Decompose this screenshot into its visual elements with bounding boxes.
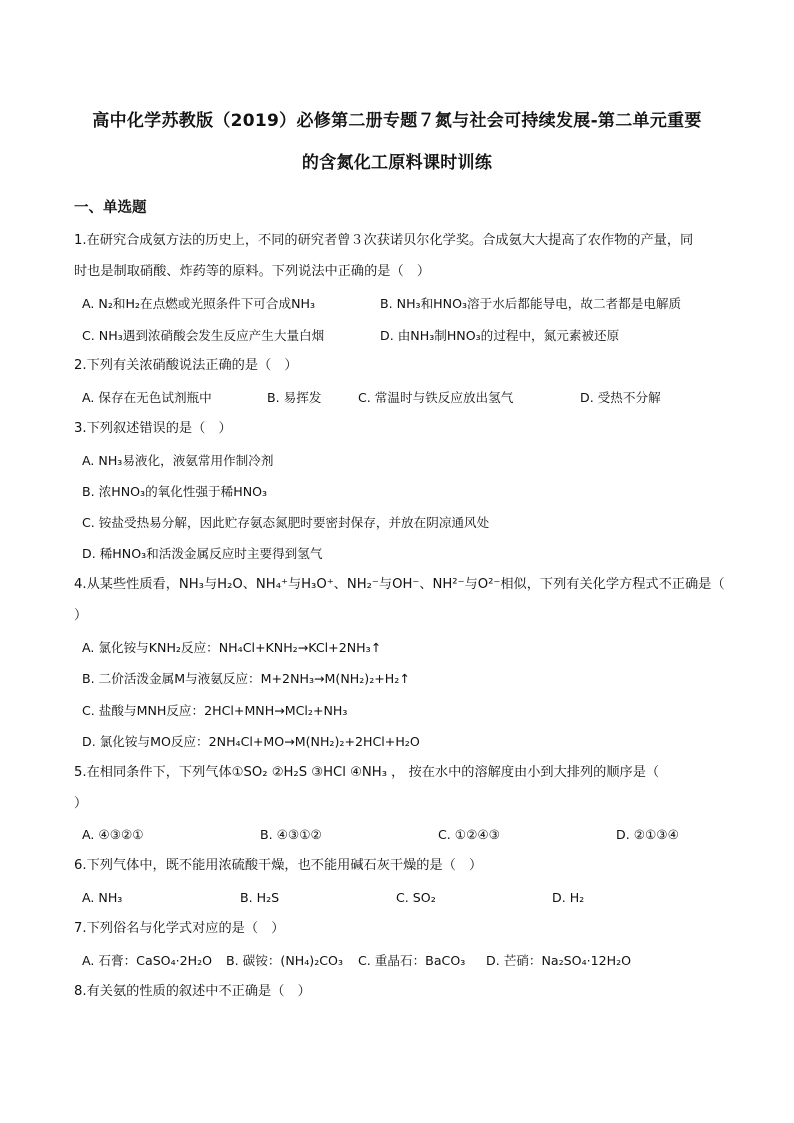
question-7-option-b: B. 碳铵：(NH₄)₂CO₃ — [226, 953, 343, 968]
question-4-option-c: C. 盐酸与MNH反应：2HCl+MNH→MCl₂+NH₃ — [82, 703, 348, 718]
question-2-option-b: B. 易挥发 — [267, 390, 322, 405]
question-2-stem: 2.下列有关浓硝酸说法正确的是（ ） — [74, 358, 298, 373]
question-3-option-c: C. 铵盐受热易分解，因此贮存氨态氮肥时要密封保存，并放在阴凉通风处 — [82, 515, 490, 530]
question-6-option-b: B. H₂S — [240, 890, 280, 905]
section-heading-single-choice: 一、单选题 — [74, 200, 147, 216]
question-4-option-d: D. 氯化铵与MO反应：2NH₄Cl+MO→M(NH₂)₂+2HCl+H₂O — [82, 734, 420, 749]
question-1-option-c: C. NH₃遇到浓硝酸会发生反应产生大量白烟 — [82, 328, 325, 343]
question-4-option-a: A. 氯化铵与KNH₂反应：NH₄Cl+KNH₂→KCl+2NH₃↑ — [82, 640, 382, 655]
question-5-stem-line2: ） — [74, 796, 88, 811]
question-2-option-a: A. 保存在无色试剂瓶中 — [82, 390, 212, 405]
question-1-option-b: B. NH₃和HNO₃溶于水后都能导电，故二者都是电解质 — [380, 296, 682, 311]
question-6-option-d: D. H₂ — [552, 890, 585, 905]
question-1-stem-line1: 1.在研究合成氨方法的历史上，不同的研究者曾３次获诺贝尔化学奖。合成氨大大提高了农作物的产量，同 — [74, 233, 694, 248]
question-1-stem-line2: 时也是制取硝酸、炸药等的原料。下列说法中正确的是（ ） — [74, 264, 431, 279]
question-6-option-c: C. SO₂ — [396, 890, 436, 905]
question-3-option-a: A. NH₃易液化，液氨常用作制冷剂 — [82, 453, 274, 468]
question-1-option-d: D. 由NH₃制HNO₃的过程中，氮元素被还原 — [380, 328, 620, 343]
document-title-line1: 高中化学苏教版（2019）必修第二册专题７氮与社会可持续发展-第二单元重要 — [92, 111, 702, 131]
question-7-option-a: A. 石膏：CaSO₄·2H₂O — [82, 953, 213, 968]
question-2-option-d: D. 受热不分解 — [580, 390, 661, 405]
question-1-option-a: A. N₂和H₂在点燃或光照条件下可合成NH₃ — [82, 296, 316, 311]
question-3-stem: 3.下列叙述错误的是（ ） — [74, 421, 232, 436]
question-3-option-d: D. 稀HNO₃和活泼金属反应时主要得到氢气 — [82, 546, 323, 561]
question-7-option-d: D. 芒硝：Na₂SO₄·12H₂O — [486, 953, 632, 968]
question-7-stem: 7.下列俗名与化学式对应的是（ ） — [74, 921, 285, 936]
question-7-option-c: C. 重晶石：BaCO₃ — [358, 953, 466, 968]
question-5-stem-line1: 5.在相同条件下，下列气体①SO₂ ②H₂S ③HCl ④NH₃ ， 按在水中的溶解度由小到大排列的顺序是（ — [74, 765, 660, 780]
question-4-stem-line2: ） — [74, 608, 88, 623]
question-5-option-b: B. ④③①② — [260, 827, 322, 842]
question-5-option-d: D. ②①③④ — [616, 827, 679, 842]
question-4-stem-line1: 4.从某些性质看，NH₃与H₂O、NH₄⁺与H₃O⁺、NH₂⁻与OH⁻、NH²⁻与O²⁻相似，下列有关化学方程式不正确是（ — [74, 577, 725, 592]
question-8-stem: 8.有关氨的性质的叙述中不正确是（ ） — [74, 984, 311, 999]
question-4-option-b: B. 二价活泼金属M与液氨反应：M+2NH₃→M(NH₂)₂+H₂↑ — [82, 671, 410, 686]
question-5-option-a: A. ④③②① — [82, 827, 144, 842]
question-6-option-a: A. NH₃ — [82, 890, 123, 905]
question-5-option-c: C. ①②④③ — [438, 827, 500, 842]
question-3-option-b: B. 浓HNO₃的氧化性强于稀HNO₃ — [82, 484, 268, 499]
document-title-line2: 的含氮化工原料课时训练 — [301, 153, 493, 173]
question-6-stem: 6.下列气体中，既不能用浓硫酸干燥，也不能用碱石灰干燥的是（ ） — [74, 858, 483, 873]
question-2-option-c: C. 常温时与铁反应放出氢气 — [358, 390, 514, 405]
